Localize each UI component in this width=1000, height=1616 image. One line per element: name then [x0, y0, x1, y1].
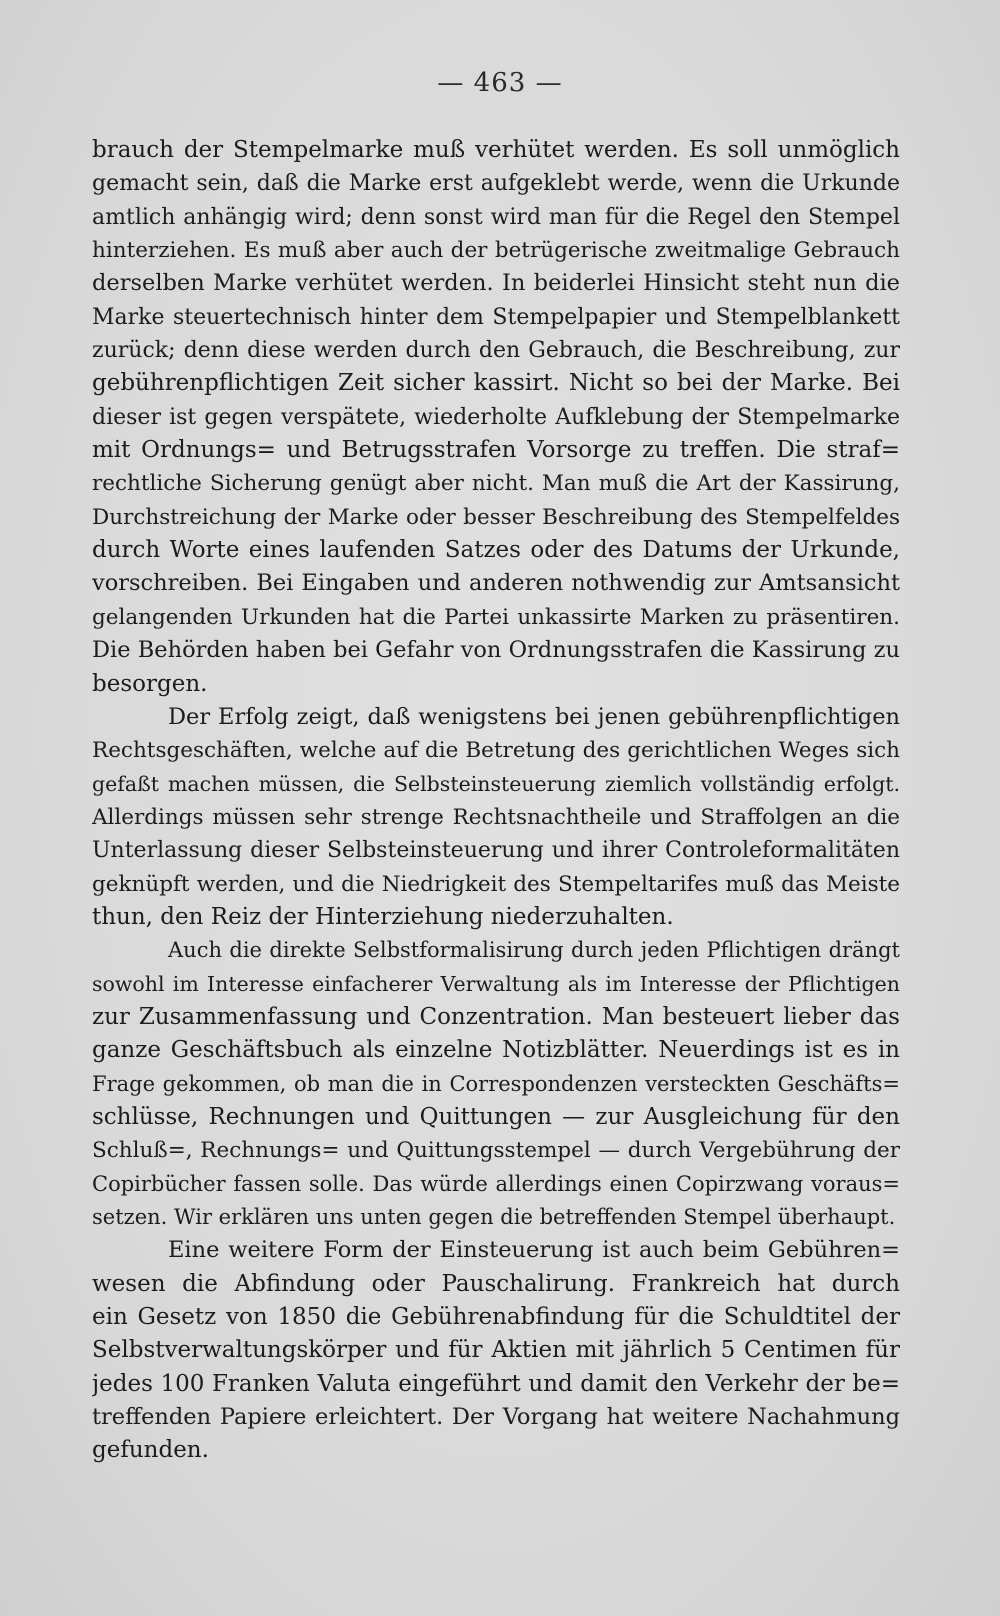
text-line: sowohl im Interesse einfacherer Verwaltung als im Interesse der Pflichtigen: [92, 971, 900, 996]
text-line: Rechtsgeschäften, welche auf die Betretung des gerichtlichen Weges sich: [92, 738, 900, 764]
text-line: gefunden.: [92, 1437, 209, 1464]
text-line: amtlich anhängig wird; denn sonst wird man für die Regel den Stempel: [92, 204, 900, 230]
text-line: hinterziehen. Es muß aber auch der betrügerische zweitmalige Gebrauch: [92, 238, 900, 264]
text-line: wesen die Abfindung oder Pauschalirung. Frankreich hat durch: [92, 1270, 900, 1297]
text-line: gemacht sein, daß die Marke erst aufgeklebt werde, wenn die Urkunde: [92, 171, 900, 197]
text-line: mit Ordnungs= und Betrugsstrafen Vorsorge zu treffen. Die straf=: [92, 437, 900, 464]
text-line: treffenden Papiere erleichtert. Der Vorgang hat weitere Nachahmung: [92, 1404, 900, 1431]
text-line: besorgen.: [92, 670, 208, 697]
text-line: ganze Geschäftsbuch als einzelne Notizblätter. Neuerdings ist es in: [92, 1037, 900, 1064]
text-line: Marke steuertechnisch hinter dem Stempelpapier und Stempelblankett: [92, 304, 900, 330]
text-line: Schluß=, Rechnungs= und Quittungsstempel — durch Vergebührung der: [92, 1138, 900, 1164]
text-line: Durchstreichung der Marke oder besser Beschreibung des Stempelfeldes: [92, 504, 900, 530]
text-line: derselben Marke verhütet werden. In beiderlei Hinsicht steht nun die: [92, 270, 900, 297]
text-line: Unterlassung dieser Selbsteinsteuerung und ihrer Controleformalitäten: [92, 838, 900, 864]
text-line: schlüsse, Rechnungen und Quittungen — zur Ausgleichung für den: [92, 1103, 900, 1130]
text-line: thun, den Reiz der Hinterziehung niederzuhalten.: [92, 903, 674, 930]
text-line: geknüpft werden, und die Niedrigkeit des Stempeltarifes muß das Meiste: [92, 871, 900, 897]
text-line: Selbstverwaltungskörper und für Aktien mit jährlich 5 Centimen für: [92, 1337, 900, 1364]
text-line: zur Zusammenfassung und Conzentration. Man besteuert lieber das: [92, 1003, 900, 1030]
text-line: Allerdings müssen sehr strenge Rechtsnachtheile und Straffolgen an die: [92, 804, 900, 830]
text-line: Copirbücher fassen solle. Das würde allerdings einen Copirzwang voraus=: [92, 1171, 900, 1196]
text-line: gelangenden Urkunden hat die Partei unkassirte Marken zu präsentiren.: [92, 604, 900, 630]
text-line: Die Behörden haben bei Gefahr von Ordnungsstrafen die Kassirung zu: [92, 637, 900, 664]
paragraph-start-line: Eine weitere Form der Einsteuerung ist auch beim Gebühren=: [168, 1237, 900, 1264]
body-text: [92, 134, 900, 1468]
text-line: durch Worte eines laufenden Satzes oder des Datums der Urkunde,: [92, 537, 900, 564]
paragraph-start-line: Auch die direkte Selbstformalisirung durch jeden Pflichtigen drängt: [168, 938, 900, 963]
text-line: gebührenpflichtigen Zeit sicher kassirt. Nicht so bei der Marke. Bei: [92, 370, 900, 397]
text-line: zurück; denn diese werden durch den Gebrauch, die Beschreibung, zur: [92, 338, 900, 364]
paragraph-start-line: Der Erfolg zeigt, daß wenigstens bei jenen gebührenpflichtigen: [168, 703, 900, 730]
text-line: ein Gesetz von 1850 die Gebührenabfindung für die Schuldtitel der: [92, 1304, 900, 1331]
text-line: jedes 100 Franken Valuta eingeführt und damit den Verkehr der be=: [92, 1370, 900, 1397]
text-line: Frage gekommen, ob man die in Correspondenzen versteckten Geschäfts=: [92, 1071, 900, 1096]
text-line: setzen. Wir erklären uns unten gegen die betreffenden Stempel überhaupt.: [92, 1205, 896, 1229]
text-line: gefaßt machen müssen, die Selbsteinsteuerung ziemlich vollständig erfolgt.: [92, 771, 900, 796]
text-line: brauch der Stempelmarke muß verhütet werden. Es soll unmöglich: [92, 137, 900, 163]
text-line: dieser ist gegen verspätete, wiederholte Aufklebung der Stempelmarke: [92, 404, 900, 430]
page-number: — 463 —: [437, 68, 563, 98]
text-line: vorschreiben. Bei Eingaben und anderen nothwendig zur Amtsansicht: [92, 570, 900, 597]
text-line: rechtliche Sicherung genügt aber nicht. Man muß die Art der Kassirung,: [92, 471, 900, 497]
